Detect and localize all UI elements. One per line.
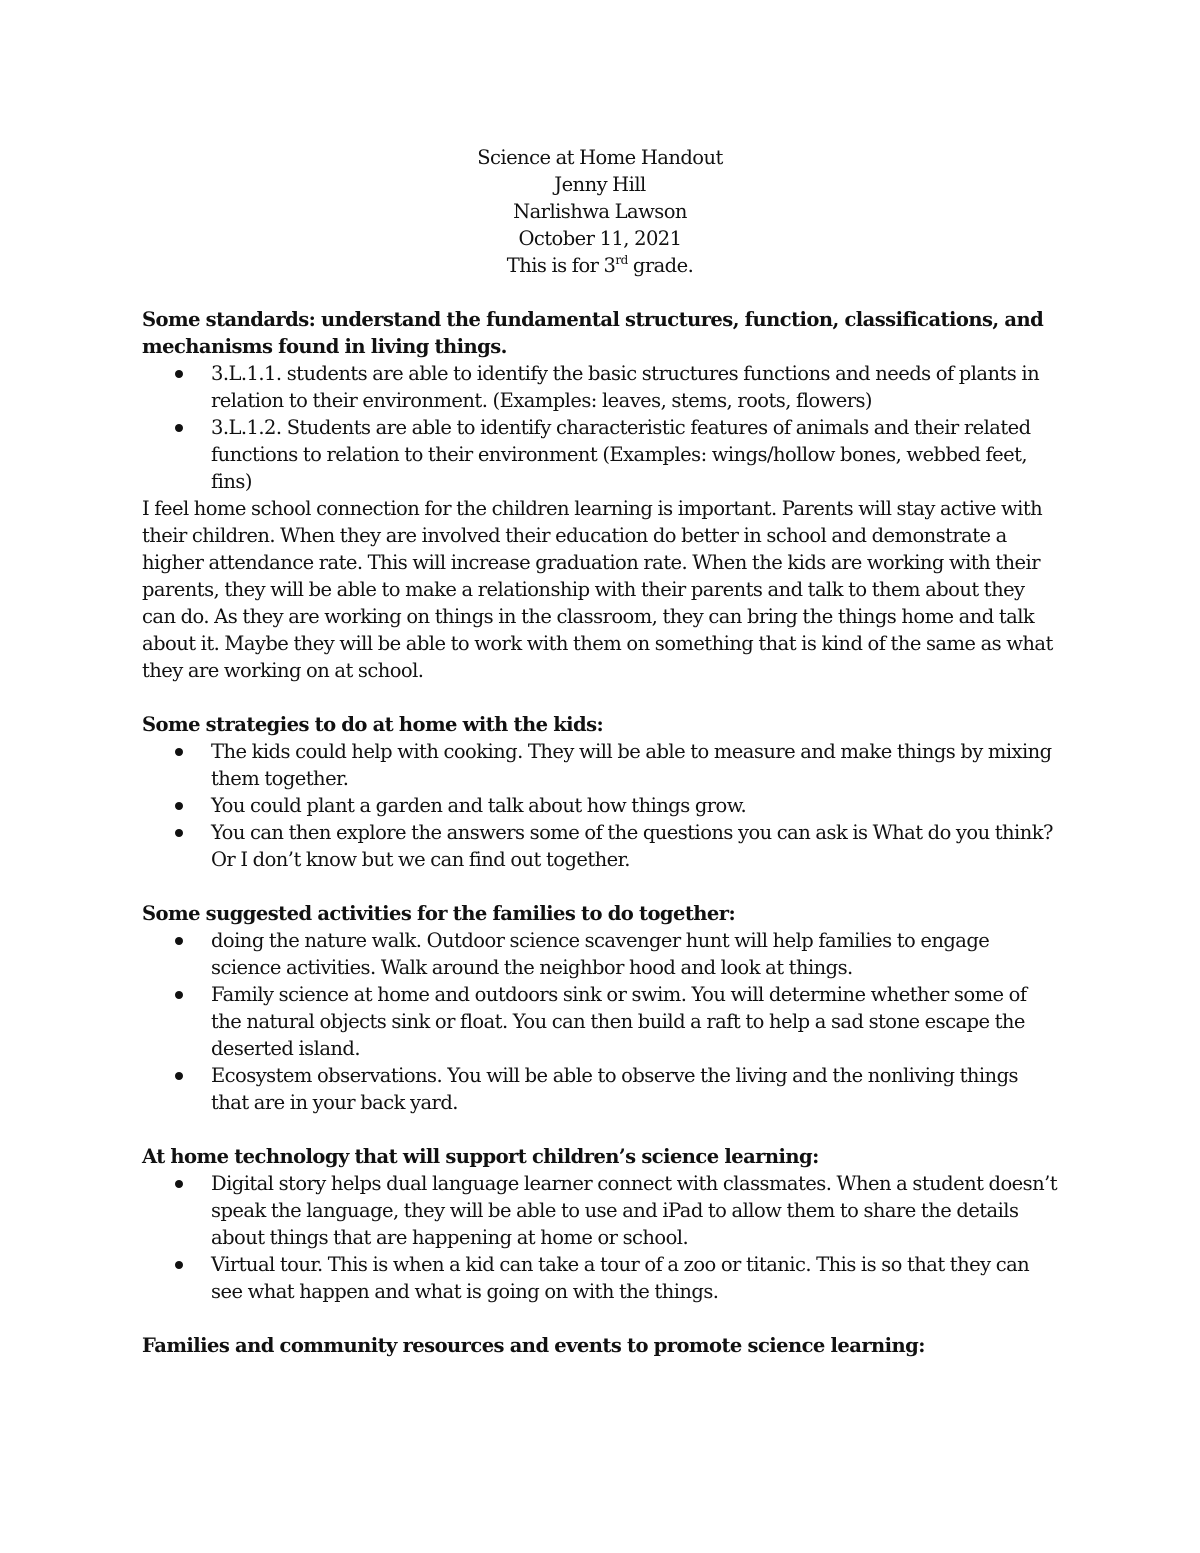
standards-heading: Some standards: understand the fundamental structures, function, classifications, and mechanisms found in living things. <box>142 308 1044 358</box>
section-spacer <box>142 873 1058 900</box>
list-item: doing the nature walk. Outdoor science scavenger hunt will help families to engage science activities. Walk around the neighbor hood and look at things. <box>211 927 1058 981</box>
list-item: Virtual tour. This is when a kid can take a tour of a zoo or titanic. This is so that they can see what happen and what is going on with the things. <box>211 1251 1058 1305</box>
title-block <box>142 144 1058 279</box>
document-date: October 11, 2021 <box>518 227 682 250</box>
connection-paragraph: I feel home school connection for the children learning is important. Parents will stay active with their children. When they are involved their education do better in school and demonstrate a higher attendance rate. This will increase graduation rate. When the kids are working with their parents, they will be able to make a relationship with their parents and talk to them about they can do. As they are working on things in the classroom, they can bring the things home and talk about it. Maybe they will be able to work with them on something that is kind of the same as what they are working on at school. <box>142 497 1053 682</box>
activities-list <box>142 927 1058 1116</box>
document-body <box>142 144 1058 1359</box>
list-item: The kids could help with cooking. They will be able to measure and make things by mixing them together. <box>211 738 1058 792</box>
list-item: You could plant a garden and talk about how things grow. <box>211 792 1058 819</box>
grade-line <box>142 252 1058 279</box>
grade-superscript: rd <box>615 252 628 267</box>
list-item: 3.L.1.1. students are able to identify the basic structures functions and needs of plants in relation to their environment. (Examples: leaves, stems, roots, flowers) <box>211 360 1058 414</box>
author-name: Jenny Hill <box>554 173 646 196</box>
section-spacer <box>142 684 1058 711</box>
grade-suffix: grade. <box>627 254 694 277</box>
strategies-heading: Some strategies to do at home with the kids: <box>142 713 604 736</box>
grade-text: This is for 3 <box>506 254 616 277</box>
section-spacer <box>142 1305 1058 1332</box>
document-title: Science at Home Handout <box>477 146 723 169</box>
strategies-list <box>142 738 1058 873</box>
standards-list <box>142 360 1058 495</box>
list-item: Family science at home and outdoors sink or swim. You will determine whether some of the natural objects sink or float. You can then build a raft to help a sad stone escape the deserted island. <box>211 981 1058 1062</box>
technology-list <box>142 1170 1058 1305</box>
list-item: Ecosystem observations. You will be able to observe the living and the nonliving things that are in your back yard. <box>211 1062 1058 1116</box>
list-item: Digital story helps dual language learner connect with classmates. When a student doesn’t speak the language, they will be able to use and iPad to allow them to share the details about things that are happening at home or school. <box>211 1172 1058 1249</box>
technology-heading: At home technology that will support children’s science learning: <box>142 1145 819 1168</box>
list-item: You can then explore the answers some of the questions you can ask is What do you think? Or I don’t know but we can find out together. <box>211 819 1058 873</box>
list-item: 3.L.1.2. Students are able to identify characteristic features of animals and their related functions to relation to their environment (Examples: wings/hollow bones, webbed feet, fins) <box>211 414 1058 495</box>
activities-heading: Some suggested activities for the families to do together: <box>142 902 736 925</box>
author-name: Narlishwa Lawson <box>513 200 687 223</box>
resources-heading: Families and community resources and events to promote science learning: <box>142 1334 925 1357</box>
section-spacer <box>142 1116 1058 1143</box>
